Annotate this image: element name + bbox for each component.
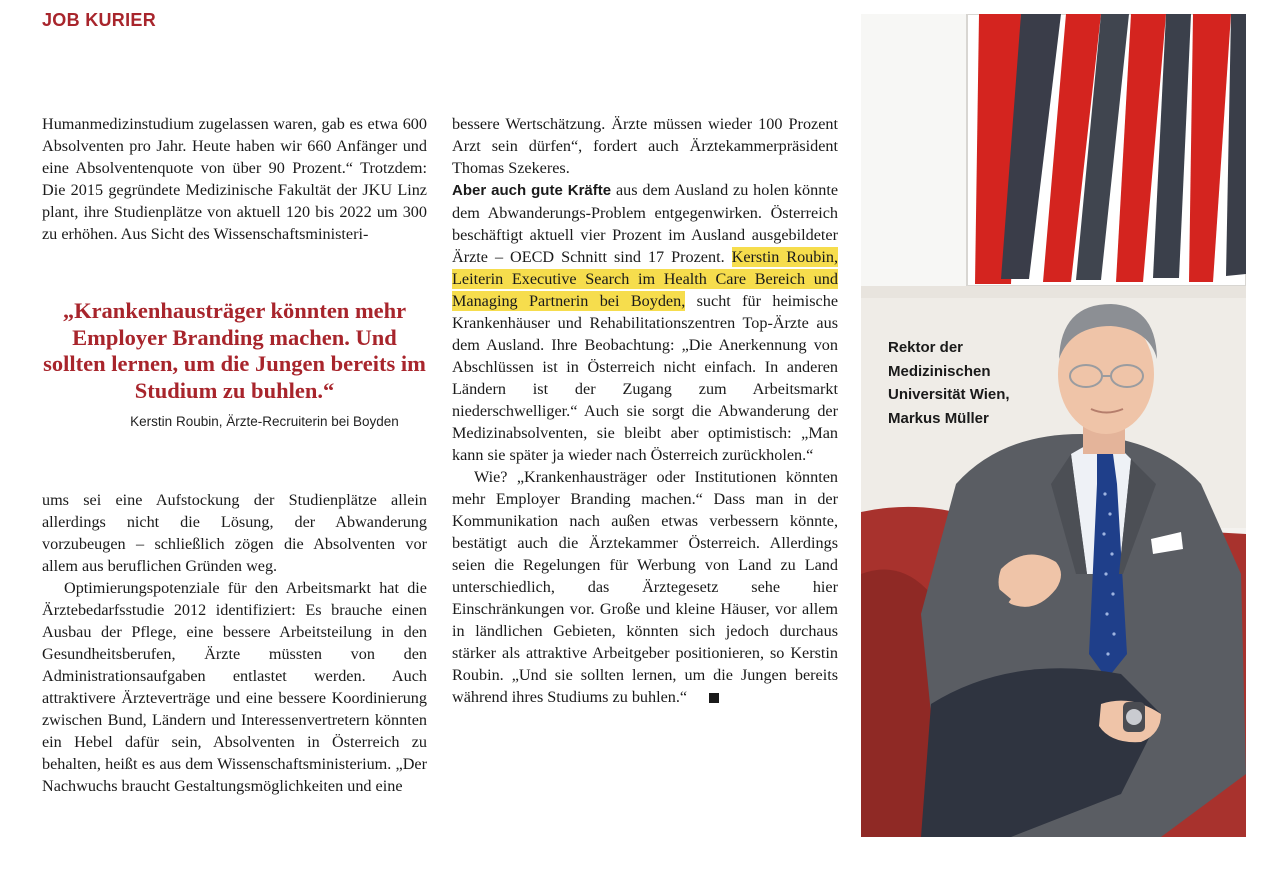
- caption-line: Markus Müller: [888, 409, 989, 427]
- paragraph-lead-in: Aber auch gute Kräfte: [452, 182, 612, 199]
- photo-caption: [888, 336, 1038, 430]
- article-paragraph: Humanmedizinstudium zugelassen waren, gab es etwa 600 Absolventen pro Jahr. Heute haben wir 660 Anfänger und eine Absolventenquote von über 90 Prozent.“ Trotzdem: Die 2015 gegründete Medizinische Fakultät der JKU Linz plant, ihre Studienplätze von aktuell 120 bis 2022 um 300 zu erhöhen. Aus Sicht des Wissenschaftsministeri-: [42, 115, 427, 243]
- article-paragraph: ums sei eine Aufstockung der Studienplätze allein allerdings nicht die Lösung, der Abwanderung vorzubeugen – schließlich zögen die Absolventen vor allem aus beruflichen Gründen weg.: [42, 491, 427, 575]
- pull-quote-attribution: Kerstin Roubin, Ärzte-Recruiterin bei Boyden: [130, 414, 399, 429]
- section-label: JOB KURIER: [42, 10, 157, 30]
- highlighted-text: Kerstin Roubin, Leiterin Executive Search im Health Care Bereich und Managing Partnerin bei Boyden,: [452, 248, 839, 310]
- article-column-left-lower: [42, 489, 427, 797]
- pull-quote-block: [42, 298, 427, 429]
- paragraph-text: sucht für heimische Krankenhäuser und Rehabilitationszentren Top-Ärzte aus dem Ausland. Ihre Beobachtung: „Die Anerkennung von Abschlüssen ist in Österreich nicht einfach. In anderen Ländern ist der Zugang zum Arbeitsmarkt niederschwelliger.“ Auch sie sorgt die Abwanderung der Medizinabsolventen, sie bleibt aber optimistisch: „Man kann sie später ja wieder nach Österreich zurückholen.“: [452, 292, 839, 464]
- paragraph-text: aus dem Ausland zu holen könnte dem Abwanderungs-Problem entgegenwirken. Österreich beschäftigt aktuell vier Prozent im Ausland ausgebildeter Ärzte – OECD Schnitt sind 17 Prozent.: [452, 181, 838, 266]
- article-paragraph: Optimierungspotenziale für den Arbeitsmarkt hat die Ärztebedarfsstudie 2012 identifiziert: Es brauche einen Ausbau der Pflege, eine bessere Arbeitsteilung in den Gesundheitsberufen, Ärzte müssten von den Administrationsaufgaben entlastet werden. Auch attraktivere Ärzteverträge und eine bessere Koordinierung zwischen Bund, Ländern und Interessenvertretern könnten ein Hebel dafür sein, Absolventen in Österreich zu behalten, heißt es aus dem Wissenschaftsministerium. „Der Nachwuchs braucht Gestaltungsmöglichkeiten und eine: [42, 579, 427, 795]
- article-column-middle: [452, 113, 838, 708]
- article-paragraph: [452, 179, 838, 466]
- caption-line: Universität Wien,: [888, 386, 1010, 403]
- caption-line: Medizinischen: [888, 362, 991, 380]
- article-paragraph: bessere Wertschätzung. Ärzte müssen wieder 100 Prozent Arzt sein dürfen“, fordert auch Ärztekammerpräsident Thomas Szekeres.: [452, 115, 838, 177]
- paragraph-text: Wie? „Krankenhausträger oder Institutionen könnten mehr Employer Branding machen.“ Dass man in der Kommunikation nach außen etwas verbessern könnte, bestätigt auch die Ärztekammer Österreich. Allerdings seien die Regelungen für Werbung von Land zu Land unterschiedlich, das Ärztegesetz sehe hier Einschränkungen vor. Große und kleine Häuser, vor allem in ländlichen Gebieten, könnten sich jedoch durchaus stärker als attraktive Arbeitgeber positionieren, so Kerstin Roubin. „Und sie sollten lernen, um die Jungen bereits während ihres Studiums zu buhlen.“: [452, 468, 838, 706]
- caption-line: Rektor der: [888, 339, 964, 356]
- end-of-article-icon: [709, 693, 719, 703]
- pull-quote-text: „Krankenhausträger könnten mehr Employer Branding machen. Und sollten lernen, um die Jungen bereits im Studium zu buhlen.“: [43, 298, 426, 403]
- article-column-left: [42, 113, 427, 245]
- article-paragraph: [452, 466, 838, 708]
